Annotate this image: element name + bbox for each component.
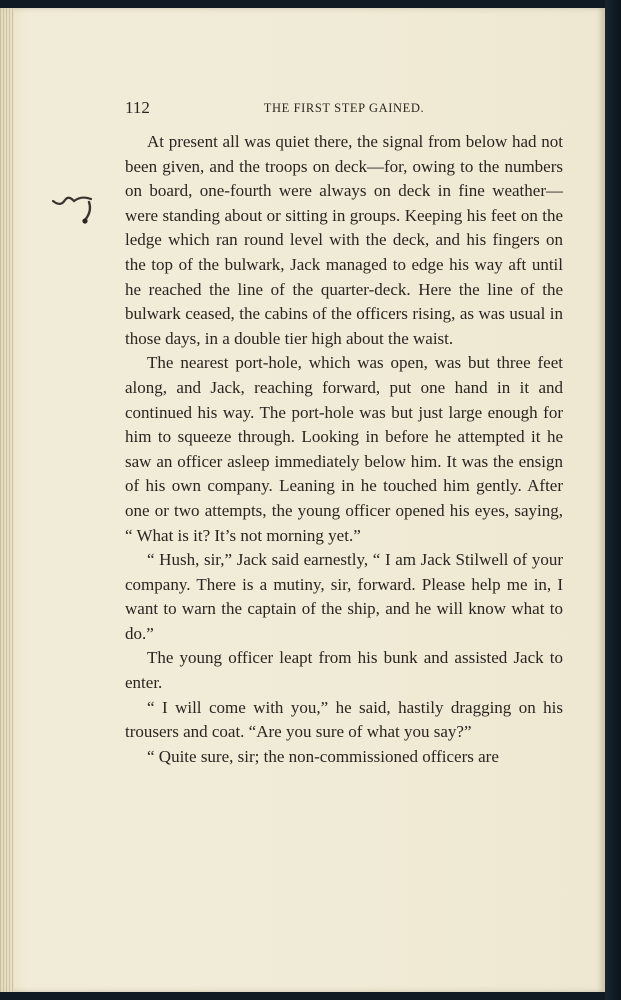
paragraph-3: “ Hush, sir,” Jack said earnestly, “ I am Jack Stilwell of your company. There is a mutiny, sir, forward. Please help me in, I want to warn the captain of the ship, and he will know what to do.” [125,550,563,643]
paragraph-2: The nearest port-hole, which was open, was but three feet along, and Jack, reaching forward, put one hand in it and continued his way. The port-hole was but just large enough for him to squeeze through. Looking in before he attempted it he saw an officer asleep immediately below him. It was the ensign of his own company. Leaning in he touched him gently. After one or two attempts, the young officer opened his eyes, saying, “ What is it? It’s not morning yet.” [125,353,563,545]
page-edges [0,8,14,992]
paragraph-6: “ Quite sure, sir; the non-commissioned officers are [147,746,499,766]
page-header [125,98,563,120]
body-text [125,130,563,769]
paragraph-4: The young officer leapt from his bunk and assisted Jack to enter. [125,648,563,693]
pencil-margin-mark-icon [50,190,96,226]
paragraph-5: “ I will come with you,” he said, hastily dragging on his trousers and coat. “Are you sure of what you say?” [125,697,563,742]
running-head: THE FIRST STEP GAINED. [263,101,425,115]
paragraph-1: At present all was quiet there, the signal from below had not been given, and the troops on deck—for, owing to the numbers on board, one-fourth were always on deck in fine weather—were standing about or sitting in groups. Keeping his feet on the ledge which ran round level with the deck, and his fingers on the top of the bulwark, Jack managed to edge his way aft until he reached the line of the quarter-deck. Here the line of the bulwark ceased, the cabins of the officers rising, as was usual in those days, in a double tier high about the waist. [125,132,563,348]
page-number: 112 [125,98,150,117]
book-edge-shadow [605,0,621,1000]
